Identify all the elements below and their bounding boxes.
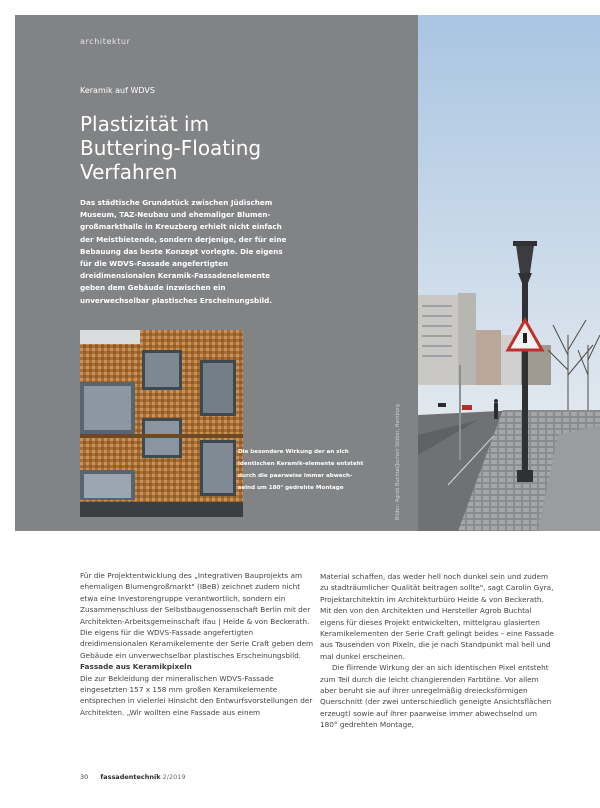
body-paragraph: Für die Projektentwicklung des „Integrativen Bauprojekts am ehemaligen Blumengroßmarkt" (IBeB) zeichnet zudem nicht etwa eine Investorengruppe verantwortlich, sondern ein Zusammenschluss der Selbstbaugenossenschaft Berlin mit der Architekten-Arbeitsgemeinschaft ifau | Heide & von Beckerath. Die eigens für die WDVS-Fassade angefertigten dreidimensionalen Keramikelemente der Serie Craft geben dem Gebäude ein unverwechselbar plastisches Erscheinungsbild. bbox=[80, 571, 314, 660]
body-paragraph: Die zur Bekleidung der mineralischen WDVS-Fassade eingesetzten 157 x 158 mm großen Keramikelemente entsprechen in vielerlei Hinsicht den Entwurfsvorstellungen der Architekten. „Wir wollten eine Fassade aus einem bbox=[80, 673, 313, 717]
lead-paragraph: Das städtische Grundstück zwischen Jüdischem Museum, TAZ-Neubau und ehemaliger Blumen-großmarkthalle in Kreuzberg erhielt nicht einfach der Meistbietende, sondern derjenige, der für eine Bebauung das beste Konzept vorlegte. Die eigens für die WDVS-Fassade angefertigten dreidimensionalen Keramik-Fassadenelemente geben dem Gebäude inzwischen ein unverwechselbar plastisches Erscheinungsbild. bbox=[80, 198, 287, 305]
headline-line-2: Buttering-Floating bbox=[80, 136, 262, 160]
facade-illustration bbox=[80, 330, 243, 517]
photo-credit: Bilder: Agrob Buchtal/Jochen Stüber, Hamburg bbox=[395, 404, 401, 520]
photo-caption: Die besondere Wirkung der an sich identischen Keramik-elemente entsteht durch die paarweise immer abwech-selnd um 180° gedrehte Montage bbox=[238, 449, 364, 491]
body-paragraph: Material schaffen, das weder hell noch dunkel sein und zudem zu stadträumlicher Qualität beitragen sollte", sagt Carolin Gyra, Projektarchitektin im Architekturbüro Heide & von Beckerath. Mit den von den Architekten und Hersteller Agrob Buchtal eigens für dieses Projekt entwickelten, mittelgrau glasierten Keramikelementen der Serie Craft gelingt beides – eine Fassade aus Tausenden von Pixeln, die je nach Standpunkt mal hell und mal dunkel erscheinen. bbox=[320, 572, 554, 661]
street-illustration bbox=[418, 15, 600, 531]
body-subheading: Fassade aus Keramikpixeln bbox=[80, 662, 192, 672]
magazine-name: fassadentechnik bbox=[100, 773, 161, 781]
article-kicker: Keramik auf WDVS bbox=[80, 86, 155, 95]
building-facade-photo bbox=[80, 330, 243, 517]
body-column-1 bbox=[80, 570, 315, 718]
street-photo bbox=[418, 15, 600, 531]
headline-line-1: Plastizität im bbox=[80, 112, 210, 136]
article-headline bbox=[80, 112, 400, 184]
body-column-2 bbox=[320, 571, 555, 731]
page-number: 30 bbox=[80, 773, 89, 781]
section-tag: architektur bbox=[80, 37, 131, 46]
issue-number: 2/2019 bbox=[162, 773, 186, 781]
body-paragraph: Die flirrende Wirkung der an sich identischen Pixel entsteht zum Teil durch die leicht changierenden Farbtöne. Vor allem aber beruht sie auf ihrer unregelmäßig dreiecksförmigen Querschnitt (der zwei unterschiedlich geneigte Ansichtsflächen erzeugt) sowie auf ihrer paarweise immer abwechselnd um 180° gedrehten Montage, bbox=[320, 663, 552, 730]
headline-line-3: Verfahren bbox=[80, 160, 178, 184]
page-footer bbox=[80, 773, 186, 781]
